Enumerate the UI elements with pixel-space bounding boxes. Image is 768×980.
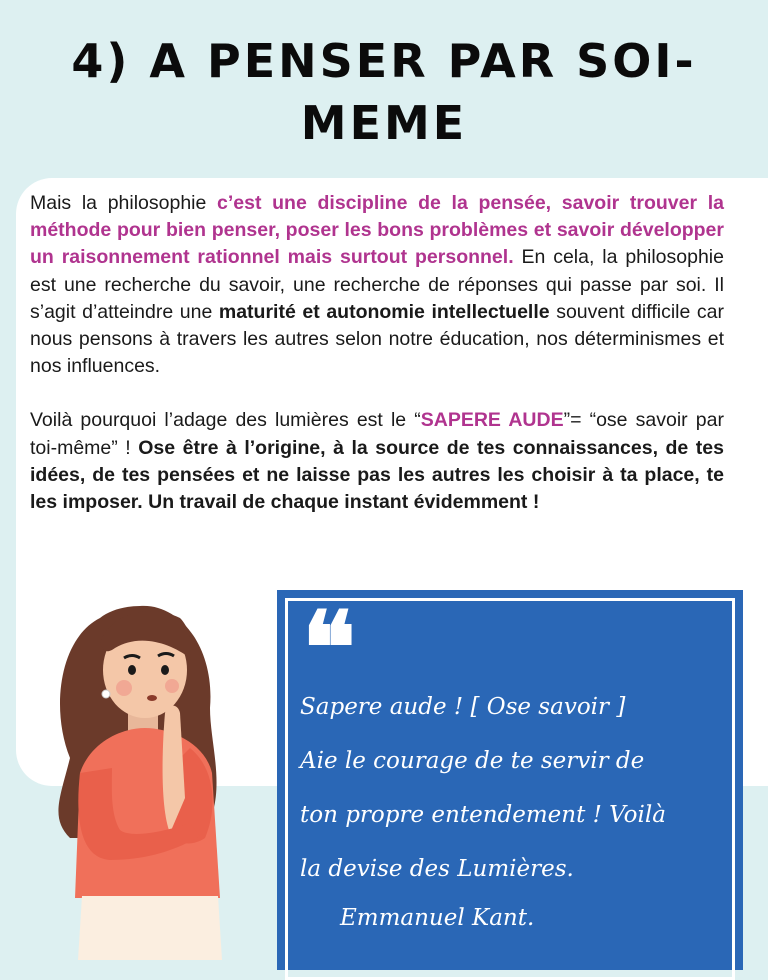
quote-line-1: Sapere aude ! [ Ose savoir ] — [300, 694, 626, 720]
paragraph-1-end: souvent difficile car nous pensons à travers les autres selon notre éducation, nos déterminismes et nos influences. — [30, 300, 724, 378]
paragraph-2-bold: Ose être à l’origine, à la source de tes connaissances, de tes idées, de tes pensées et ne laisse pas les autres les choisir à ta place, te les imposer. Un travail de chaque instant évidemment ! — [30, 436, 724, 514]
paragraph-1-middle: En cela, la philosophie est une recherche du savoir, une recherche de réponses qui passe par soi. Il s’agit d’atteindre une — [30, 246, 724, 323]
body-text — [30, 190, 724, 516]
paragraph-2-intro: Voilà pourquoi l’adage des lumières est le “ — [30, 409, 421, 432]
quote-author: Emmanuel Kant. — [340, 905, 535, 931]
quote-text — [300, 680, 720, 896]
paragraph-1 — [30, 190, 724, 380]
page-title — [0, 30, 768, 154]
title-line-2: MEME — [300, 96, 468, 150]
thinking-woman-illustration — [40, 598, 250, 960]
quote-line-2: Aie le courage de te servir de — [300, 748, 645, 774]
paragraph-2-middle: ”= “ose savoir par toi-même” ! — [30, 409, 724, 459]
paragraph-2 — [30, 407, 724, 516]
quotation-mark-icon: ❝ — [302, 589, 356, 707]
paragraph-2-highlight: SAPERE AUDE — [420, 409, 564, 432]
paragraph-1-bold: maturité et autonomie intellectuelle — [218, 300, 550, 323]
paragraph-1-highlight: c’est une discipline de la pensée, savoir trouver la méthode pour bien penser, poser les bons problèmes et savoir développer un raisonnement rationnel mais surtout personnel. — [30, 192, 724, 269]
quote-line-3: ton propre entendement ! Voilà — [300, 802, 666, 828]
quote-line-4: la devise des Lumières. — [300, 856, 574, 882]
paragraph-1-intro: Mais la philosophie — [30, 192, 218, 214]
title-line-1: 4) A PENSER PAR SOI- — [71, 34, 697, 88]
